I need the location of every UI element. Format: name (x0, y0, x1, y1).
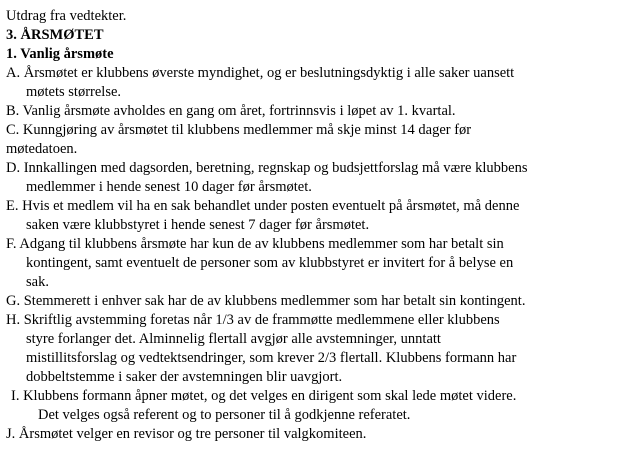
clause-list (6, 64, 616, 444)
clause-line-continued: medlemmer i hende senest 10 dager før årsmøtet. (26, 179, 312, 195)
clause-line-first: I. Klubbens formann åpner møtet, og det velges en dirigent som skal lede møtet videre. (11, 388, 517, 404)
clause-item (6, 425, 616, 444)
clause-line-continued: sak. (26, 274, 49, 290)
clause-item (6, 387, 616, 425)
clause-item (6, 235, 616, 292)
clause-line-first: J. Årsmøtet velger en revisor og tre personer til valgkomiteen. (6, 426, 367, 442)
clause-line-continued: kontingent, samt eventuelt de personer som av klubbstyret er invitert for å belyse en (26, 255, 514, 271)
clause-item (6, 64, 616, 102)
clause-item (6, 159, 616, 197)
clause-line-first: B. Vanlig årsmøte avholdes en gang om året, fortrinnsvis i løpet av 1. kvartal. (6, 103, 456, 119)
clause-line-first: A. Årsmøtet er klubbens øverste myndighet, og er beslutningsdyktig i alle saker uansett (6, 65, 515, 81)
clause-line-first: D. Innkallingen med dagsorden, beretning, regnskap og budsjettforslag må være klubbens (6, 160, 528, 176)
section-heading: 3. ÅRSMØTET (6, 27, 104, 43)
clause-line-continued: dobbeltstemme i saker der avstemningen blir uavgjort. (26, 369, 343, 385)
clause-line-continued: møtets størrelse. (26, 84, 122, 100)
clause-line-continued: møtedatoen. (6, 141, 78, 157)
document-page (6, 7, 616, 444)
clause-line-first: G. Stemmerett i enhver sak har de av klubbens medlemmer som har betalt sin kontingent. (6, 293, 526, 309)
clause-line-continued: styre forlanger det. Alminnelig flertall avgjør alle avstemninger, unntatt (26, 331, 441, 347)
clause-item (6, 311, 616, 387)
clause-line-first: F. Adgang til klubbens årsmøte har kun de av klubbens medlemmer som har betalt sin (6, 236, 504, 252)
clause-item (6, 197, 616, 235)
clause-item (6, 292, 616, 311)
clause-line-first: E. Hvis et medlem vil ha en sak behandlet under posten eventuelt på årsmøtet, må denne (6, 198, 520, 214)
clause-line-first: C. Kunngjøring av årsmøtet til klubbens medlemmer må skje minst 14 dager før (6, 122, 472, 138)
clause-line-first: H. Skriftlig avstemming foretas når 1/3 av de frammøtte medlemmene eller klubbens (6, 312, 500, 328)
clause-line-continued: mistillitsforslag og vedtektsendringer, som krever 2/3 flertall. Klubbens formann har (26, 350, 517, 366)
clause-item (6, 102, 616, 121)
clause-item (6, 121, 616, 159)
clause-line-continued: saken være klubbstyret i hende senest 7 dager før årsmøtet. (26, 217, 370, 233)
intro-text: Utdrag fra vedtekter. (6, 8, 127, 24)
clause-line-continued: Det velges også referent og to personer til å godkjenne referatet. (38, 407, 411, 423)
subsection-heading: 1. Vanlig årsmøte (6, 46, 114, 62)
